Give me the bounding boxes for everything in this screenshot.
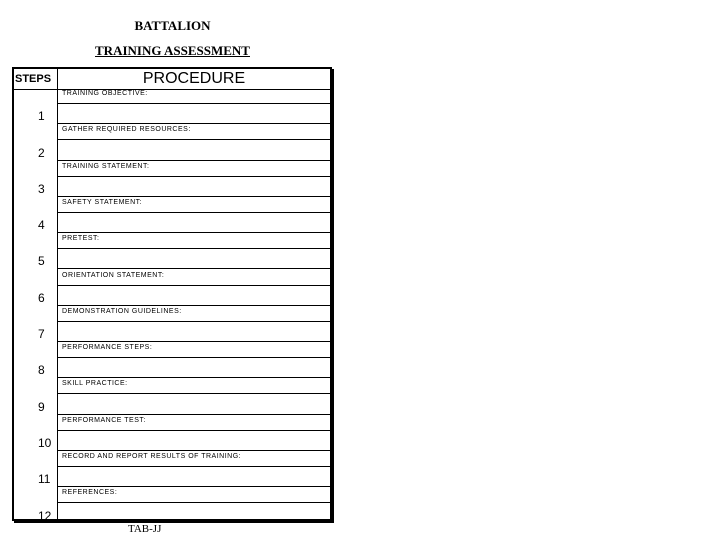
table-row xyxy=(14,415,330,451)
battalion-heading: BATTALION xyxy=(134,18,211,33)
table-row xyxy=(14,378,330,414)
step-number: 6 xyxy=(38,290,45,305)
step-number: 12 xyxy=(38,508,52,523)
step-entry-field[interactable] xyxy=(58,140,330,159)
step-number: 8 xyxy=(38,363,45,378)
step-entry-field[interactable] xyxy=(58,286,330,305)
table-row xyxy=(14,161,330,197)
procedure-column-header: PROCEDURE xyxy=(142,70,246,87)
step-label: RECORD AND REPORT RESULTS OF TRAINING: xyxy=(62,453,242,460)
step-label: TRAINING STATEMENT: xyxy=(62,162,150,170)
table-row xyxy=(14,233,330,269)
table-row xyxy=(14,487,330,523)
step-label: SKILL PRACTICE: xyxy=(62,380,128,388)
step-number: 11 xyxy=(38,472,51,487)
step-entry-field[interactable] xyxy=(58,177,330,196)
steps-column-header: STEPS xyxy=(15,73,52,85)
table-header xyxy=(14,69,330,90)
table-row xyxy=(14,124,330,160)
step-entry-field[interactable] xyxy=(58,249,330,268)
step-label: TRAINING OBJECTIVE: xyxy=(62,90,148,97)
step-entry-field[interactable] xyxy=(58,213,330,232)
step-number: 7 xyxy=(38,327,45,342)
step-number: 2 xyxy=(38,145,45,160)
form-title: TRAINING ASSESSMENT xyxy=(95,43,250,58)
step-number: 9 xyxy=(38,399,45,414)
step-label: ORIENTATION STATEMENT: xyxy=(62,271,165,279)
step-number: 5 xyxy=(38,254,45,269)
step-entry-field[interactable] xyxy=(58,394,330,413)
tab-label: TAB-JJ xyxy=(128,523,162,535)
step-label: GATHER REQUIRED RESOURCES: xyxy=(62,126,191,134)
table-row xyxy=(14,88,330,124)
step-label: REFERENCES: xyxy=(62,489,118,497)
step-label: DEMONSTRATION GUIDELINES: xyxy=(62,307,182,315)
step-entry-field[interactable] xyxy=(58,104,330,123)
step-number: 4 xyxy=(38,218,45,233)
table-row xyxy=(14,342,330,378)
step-label: SAFETY STATEMENT: xyxy=(62,198,143,206)
step-entry-field[interactable] xyxy=(58,431,330,450)
table-row xyxy=(14,270,330,306)
step-entry-field[interactable] xyxy=(58,467,330,486)
table-row xyxy=(14,451,330,487)
step-label: PERFORMANCE TEST: xyxy=(62,416,146,424)
step-entry-field[interactable] xyxy=(58,503,330,522)
step-entry-field[interactable] xyxy=(58,358,330,377)
step-label: PRETEST: xyxy=(62,235,100,243)
assessment-table xyxy=(12,67,332,521)
step-label: PERFORMANCE STEPS: xyxy=(62,344,153,352)
table-row xyxy=(14,306,330,342)
step-entry-field[interactable] xyxy=(58,322,330,341)
step-number: 10 xyxy=(38,435,52,450)
table-row xyxy=(14,197,330,233)
step-number: 1 xyxy=(38,109,45,124)
step-number: 3 xyxy=(38,181,45,196)
